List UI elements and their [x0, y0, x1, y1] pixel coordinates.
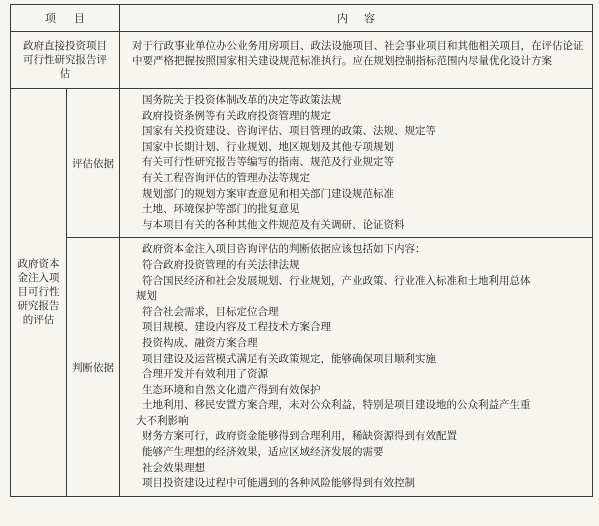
- header-content: 内容: [120, 5, 593, 32]
- evaluation-basis-list: [128, 93, 584, 233]
- list-item: 土地、环境保护等部门的批复意见: [142, 203, 300, 216]
- list-item: 与本项目有关的各种其他文件规范及有关调研、论证资料: [142, 218, 405, 231]
- list-item: 国家有关投资建设、咨询评估、项目管理的政策、法规、规定等: [142, 125, 436, 138]
- list-item: 大不利影响: [136, 414, 189, 427]
- table-header-row: [11, 5, 593, 32]
- list-item: 项目规模、建设内容及工程技术方案合理: [142, 321, 331, 334]
- evaluation-basis-row: [11, 89, 593, 238]
- evaluation-table: [10, 4, 593, 497]
- list-item: 项目投资建设过程中可能遇到的各种风险能够得到有效控制: [142, 477, 415, 490]
- list-item: 合理开发并有效利用了资源: [142, 368, 268, 381]
- list-item: 规划部门的规划方案审查意见和相关部门建设规范标准: [142, 187, 394, 200]
- list-item: 社会效果理想: [142, 461, 205, 474]
- list-item: 符合国民经济和社会发展规划、行业规划，产业政策、行业准入标准和土地利用总体: [142, 274, 531, 287]
- list-item: 政府资本金注入项目咨询评估的判断依据应该包括如下内容：: [142, 243, 426, 256]
- direct-investment-row: [11, 32, 593, 89]
- list-item: 国家中长期计划、行业规划、地区规划及其他专项规划: [142, 140, 394, 153]
- list-item: 项目建设及运营模式满足有关政策规定，能够确保项目顺利实施: [142, 352, 436, 365]
- list-item: 政府投资条例等有关政府投资管理的规定: [142, 109, 331, 122]
- list-item: 土地利用、移民安置方案合理，未对公众利益，特别是项目建设地的公众利益产生重: [142, 399, 531, 412]
- list-item: 符合社会需求，目标定位合理: [142, 305, 279, 318]
- judgment-basis-content: [120, 238, 593, 497]
- list-item: 财务方案可行，政府资金能够得到合理利用，稀缺资源得到有效配置: [142, 430, 457, 443]
- judgment-basis-list: [128, 242, 584, 492]
- list-item: 投资构成、融资方案合理: [142, 336, 258, 349]
- direct-investment-label: 政府直接投资项目可行性研究报告评估: [11, 32, 120, 89]
- judgment-basis-row: [11, 238, 593, 497]
- list-item: 有关可行性研究报告等编写的指南、规范及行业规定等: [142, 156, 394, 169]
- list-item: 规划: [136, 290, 157, 303]
- list-item: 生态环境和自然文化遗产得到有效保护: [142, 383, 321, 396]
- direct-investment-content: 对于行政事业单位办公业务用房项目、政法设施项目、社会事业项目和其他相关项目，在评估论证中要严格把握按照国家相关建设规范标准执行。应在规划控制指标范围内尽量优化设计方案: [120, 32, 593, 89]
- capital-injection-label: 政府资本金注入项目可行性研究报告的评估: [11, 89, 67, 497]
- list-item: 能够产生理想的经济效果，适应区域经济发展的需要: [142, 446, 384, 459]
- evaluation-basis-label: 评估依据: [67, 89, 120, 238]
- judgment-basis-label: 判断依据: [67, 238, 120, 497]
- list-item: 符合政府投资管理的有关法律法规: [142, 258, 300, 271]
- list-item: 有关工程咨询评估的管理办法等规定: [142, 171, 310, 184]
- header-item: 项目: [11, 5, 120, 32]
- evaluation-basis-content: [120, 89, 593, 238]
- list-item: 国务院关于投资体制改革的决定等政策法规: [142, 94, 342, 106]
